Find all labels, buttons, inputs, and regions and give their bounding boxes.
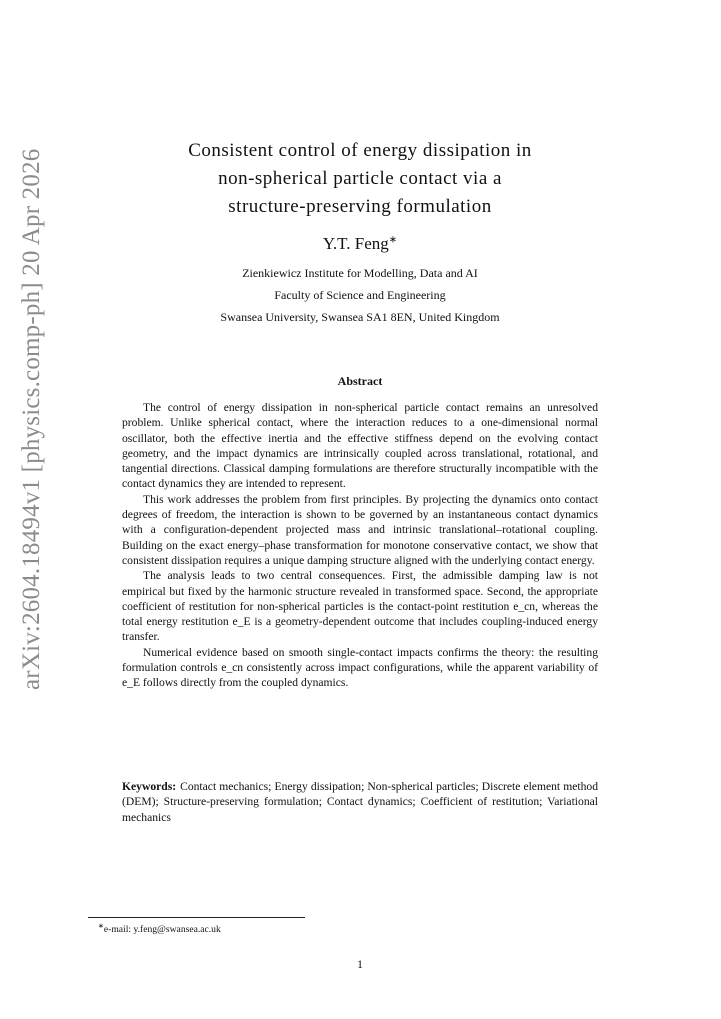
abstract-paragraph-4: Numerical evidence based on smooth single-contact impacts confirms the theory: the resulting formulation controls e_cn consistently across impact configurations, while the apparent variability of e_E follows directly from the coupled dynamics. (122, 645, 598, 690)
footnote-marker: ∗ (98, 922, 104, 930)
abstract-paragraph-1: The control of energy dissipation in non-spherical particle contact remains an unresolved problem. Unlike spherical contact, where the interaction reduces to a one-dimensional normal oscillator, both the effective inertia and the effective stiffness depend on the evolving contact geometry, and the impact dynamics are intrinsically coupled across translational, rotational, and tangential directions. Classical damping formulations are therefore structurally incompatible with the contact dynamics they are intended to represent. (122, 401, 598, 491)
paper-title (110, 137, 610, 221)
title-line-3: structure-preserving formulation (228, 196, 492, 217)
abstract-paragraph-2: This work addresses the problem from first principles. By projecting the dynamics onto contact degrees of freedom, the interaction is shown to be governed by an instantaneous contact dynamics with a configuration-dependent projected mass and intrinsic translational–rotational coupling. Building on the exact energy–phase transformation for monotone conservative contact, we show that consistent dissipation requires a unique damping structure aligned with the underlying contact energy. (122, 492, 598, 567)
arxiv-identifier-stamp: arXiv:2604.18494v1 [physics.comp-ph] 20 Apr 2026 (18, 148, 45, 690)
affiliation-institute: Zienkiewicz Institute for Modelling, Data and AI (242, 266, 478, 280)
title-line-2: non-spherical particle contact via a (218, 168, 502, 189)
abstract-heading: Abstract (337, 374, 383, 388)
affiliation-faculty: Faculty of Science and Engineering (274, 288, 446, 302)
keywords-block (122, 779, 598, 825)
abstract-paragraph-3: The analysis leads to two central consequences. First, the admissible damping law is not empirical but fixed by the harmonic structure revealed in transformed space. Second, the appropriate coefficient of restitution for non-spherical particles is the contact-point restitution e_cn, whereas the total energy restitution e_E is a geometry-dependent outcome that includes coupling-induced energy transfer. (122, 569, 598, 644)
keywords-text: Contact mechanics; Energy dissipation; Non-spherical particles; Discrete element method (DEM); Structure-preserving formulation; Contact dynamics; Coefficient of restitution; Variational mechanics (122, 780, 598, 824)
author-footnote-marker: ∗ (388, 234, 398, 246)
author-line (110, 234, 610, 254)
keywords-label: Keywords: (122, 780, 177, 793)
footnote-email: e-mail: y.feng@swansea.ac.uk (103, 924, 221, 936)
title-line-1: Consistent control of energy dissipation in (188, 140, 532, 161)
footnote-rule (88, 917, 305, 918)
author-name: Y.T. Feng (322, 234, 389, 253)
page-number: 1 (357, 957, 363, 971)
abstract-body (122, 400, 598, 691)
footnote (98, 922, 221, 935)
affiliation-university: Swansea University, Swansea SA1 8EN, United Kingdom (220, 310, 500, 324)
affiliation-block (110, 262, 610, 328)
